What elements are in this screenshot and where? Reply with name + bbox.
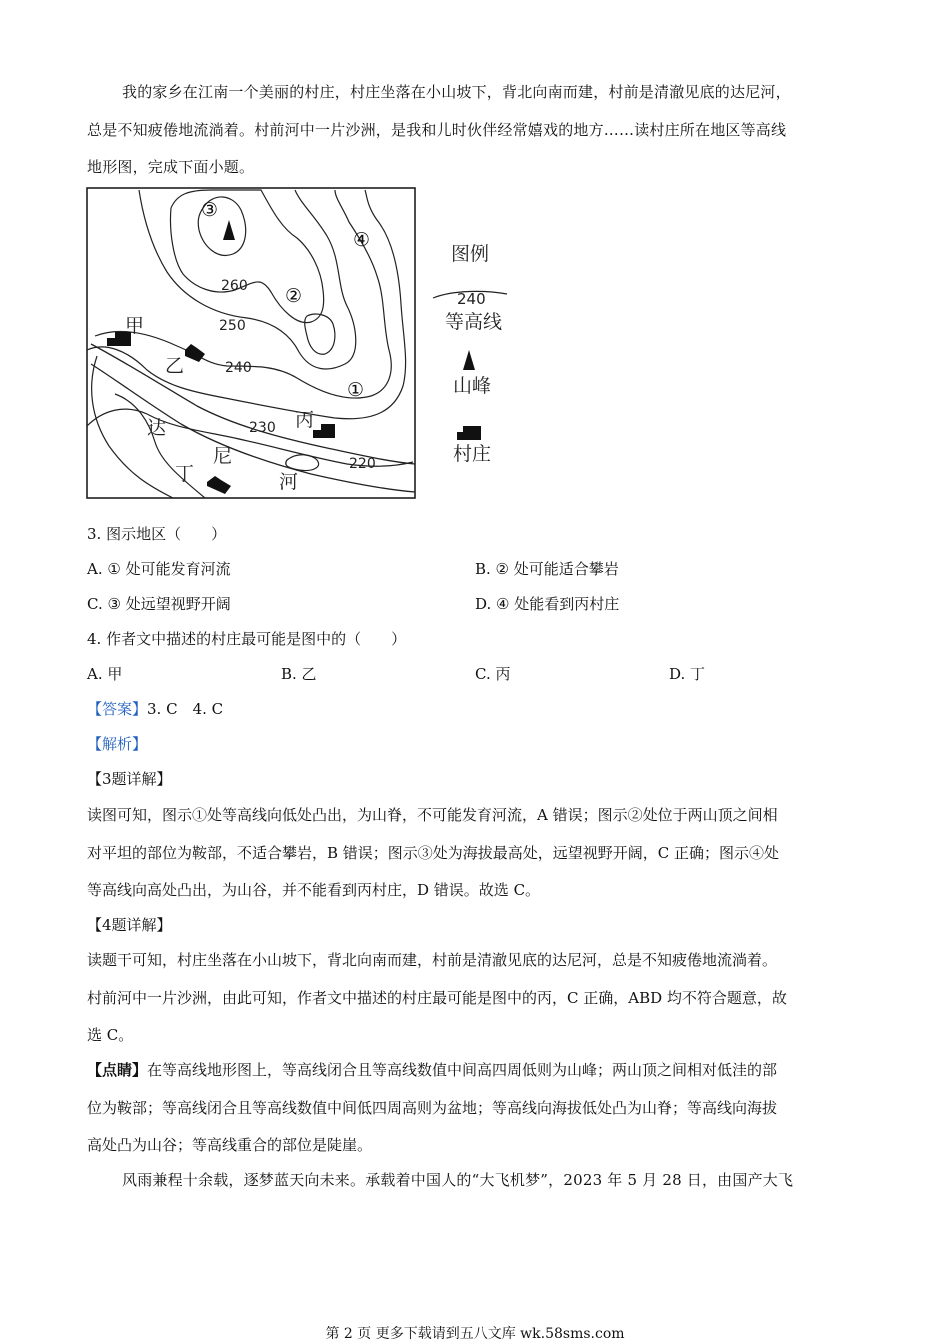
marker-3: ③ xyxy=(201,199,219,221)
detail3-line-2: 对平坦的部位为鞍部，不适合攀岩，B 错误；图示③处为海拔最高处，远望视野开阔，C 正确；图示④处 xyxy=(87,844,780,862)
map-legend xyxy=(433,243,507,465)
answer-tag: 【答案】 xyxy=(87,700,148,718)
contour-label-240: 240 xyxy=(225,360,252,376)
q4-stem: 4. 作者文中描述的村庄最可能是图中的（ ） xyxy=(87,630,407,648)
village-bing-icon xyxy=(313,424,335,438)
contour-label-250: 250 xyxy=(219,318,246,334)
detail3-line-3: 等高线向高处凸出，为山谷，并不能看到丙村庄，D 错误。故选 C。 xyxy=(87,881,541,899)
analysis-tag: 【解析】 xyxy=(87,735,148,753)
contour-map xyxy=(85,186,525,502)
legend-peak-icon xyxy=(463,350,475,370)
village-label-bing: 丙 xyxy=(295,409,315,431)
village-ding-icon xyxy=(207,476,231,494)
next-passage-line-1: 风雨兼程十余载，逐梦蓝天向未来。承载着中国人的“大飞机梦”，2023 年 5 月 28 日，由国产大飞 xyxy=(122,1171,794,1189)
legend-contour-label: 等高线 xyxy=(445,311,503,333)
legend-title: 图例 xyxy=(451,243,490,265)
river-label-da: 达 xyxy=(147,417,167,439)
answer-text: 3. C 4. C xyxy=(147,700,224,718)
village-yi-icon xyxy=(185,344,205,362)
tip-text-1: 在等高线地形图上，等高线闭合且等高线数值中间高四周低则为山峰；两山顶之间相对低洼的部 xyxy=(147,1061,778,1079)
q4-option-a: A. 甲 xyxy=(87,665,123,683)
contour-label-220: 220 xyxy=(349,456,376,472)
tip-line-1 xyxy=(87,1060,777,1080)
contour-label-260: 260 xyxy=(221,278,248,294)
detail4-line-3: 选 C。 xyxy=(87,1026,134,1044)
detail4-tag: 【4题详解】 xyxy=(87,916,172,934)
peak-icon xyxy=(223,220,235,240)
tip-tag: 【点睛】 xyxy=(87,1061,148,1079)
contour-saddle xyxy=(305,314,335,354)
village-label-yi: 乙 xyxy=(165,355,185,377)
q3-option-c: C. ③ 处远望视野开阔 xyxy=(87,595,231,613)
marker-1: ① xyxy=(347,379,365,401)
intro-line-3: 地形图，完成下面小题。 xyxy=(87,158,255,176)
intro-line-1: 我的家乡在江南一个美丽的村庄，村庄坐落在小山坡下，背北向南而建，村前是清澈见底的达尼河， xyxy=(122,83,791,101)
detail4-line-2: 村前河中一片沙洲，由此可知，作者文中描述的村庄最可能是图中的丙，C 正确，ABD 均不符合题意，故 xyxy=(87,989,787,1007)
q3-option-b: B. ② 处可能适合攀岩 xyxy=(475,560,619,578)
legend-village-icon xyxy=(457,426,481,440)
q4-option-d: D. 丁 xyxy=(669,665,706,683)
legend-peak-label: 山峰 xyxy=(453,375,492,397)
tip-line-3: 高处凸为山谷；等高线重合的部位是陡崖。 xyxy=(87,1136,373,1154)
q3-stem: 3. 图示地区（ ） xyxy=(87,525,227,543)
village-label-jia: 甲 xyxy=(125,315,145,337)
detail3-line-1: 读图可知，图示①处等高线向低处凸出，为山脊，不可能发育河流，A 错误；图示②处位于两山顶之间相 xyxy=(87,806,778,824)
river-label-he: 河 xyxy=(279,471,299,493)
detail4-line-1: 读题干可知，村庄坐落在小山坡下，背北向南而建，村前是清澈见底的达尼河，总是不知疲倦地流淌着。 xyxy=(87,951,778,969)
village-label-ding: 丁 xyxy=(175,463,195,485)
answer-line xyxy=(87,699,223,719)
river-label-ni: 尼 xyxy=(213,445,233,467)
q4-option-c: C. 丙 xyxy=(475,665,511,683)
q3-option-a: A. ① 处可能发育河流 xyxy=(87,560,231,578)
tip-line-2: 位为鞍部；等高线闭合且等高线数值中间低四周高则为盆地；等高线向海拔低处凸为山脊；等高线向海拔 xyxy=(87,1099,778,1117)
detail3-tag: 【3题详解】 xyxy=(87,770,172,788)
contour-label-230: 230 xyxy=(249,420,276,436)
page-footer: 第 2 页 更多下载请到五八文库 wk.58sms.com xyxy=(325,1326,625,1342)
legend-village-label: 村庄 xyxy=(453,443,492,465)
marker-2: ② xyxy=(285,285,303,307)
legend-contour-value: 240 xyxy=(457,290,486,308)
marker-4: ④ xyxy=(353,229,371,251)
q4-option-b: B. 乙 xyxy=(281,665,317,683)
q3-option-d: D. ④ 处能看到丙村庄 xyxy=(475,595,620,613)
intro-line-2: 总是不知疲倦地流淌着。村前河中一片沙洲，是我和儿时伙伴经常嬉戏的地方……读村庄所在地区等高线 xyxy=(87,121,787,139)
